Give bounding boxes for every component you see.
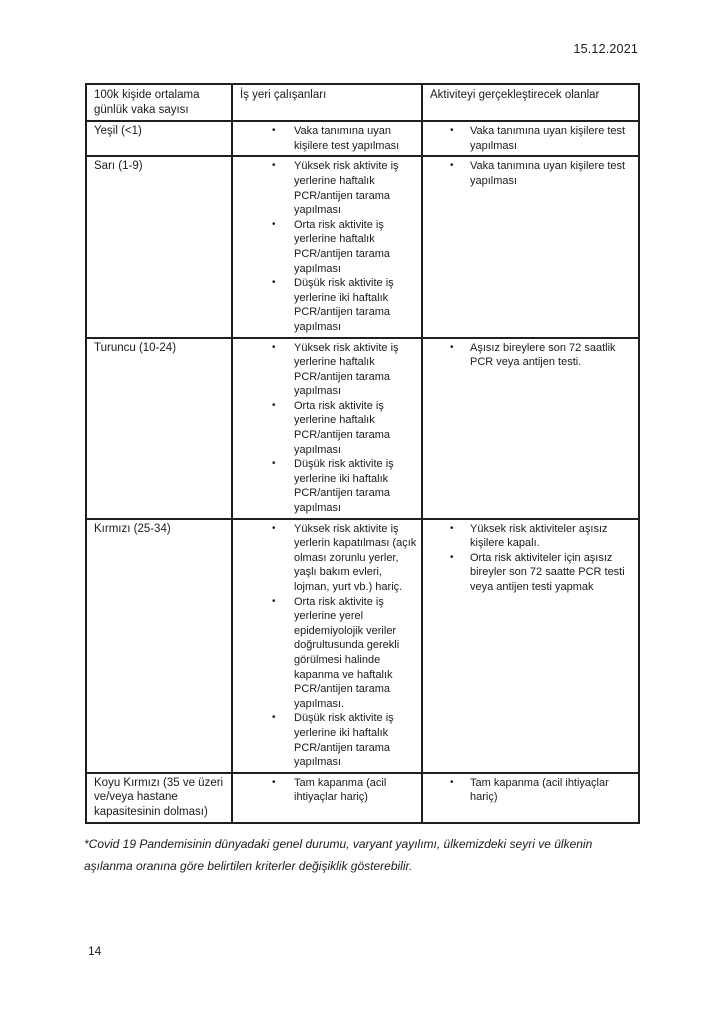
table-row — [86, 338, 639, 519]
activity-measures-cell — [422, 519, 639, 773]
page-number: 14 — [88, 944, 102, 958]
list-item — [233, 341, 419, 399]
bullet-icon: • — [272, 218, 276, 230]
activity-measures-cell — [422, 121, 639, 156]
table-row — [86, 121, 639, 156]
bullet-list — [233, 159, 419, 334]
risk-level-cell: Kırmızı (25-34) — [86, 519, 232, 773]
bullet-icon: • — [272, 712, 276, 724]
list-item — [233, 218, 419, 276]
list-item — [233, 399, 419, 457]
bullet-text: Yüksek risk aktivite iş yerlerin kapatılması (açık olması zorunlu yerler, yaşlı bakım evleri, lojman, yurt vb.) hariç. — [294, 522, 417, 593]
bullet-list — [233, 124, 419, 153]
workplace-measures-cell — [232, 338, 422, 519]
bullet-list — [233, 341, 419, 516]
bullet-text: Yüksek risk aktiviteler aşısız kişilere kapalı. — [470, 522, 608, 550]
bullet-text: Tam kapanma (acil ihtiyaçlar hariç) — [294, 776, 387, 804]
list-item — [233, 124, 419, 153]
bullet-icon: • — [272, 776, 276, 788]
risk-level-cell: Sarı (1-9) — [86, 156, 232, 337]
table-row — [86, 519, 639, 773]
list-item — [423, 124, 636, 153]
list-item — [233, 276, 419, 334]
risk-level-cell: Koyu Kırmızı (35 ve üzeri ve/veya hastane kapasitesinin dolması) — [86, 773, 232, 823]
bullet-icon: • — [450, 341, 454, 353]
activity-measures-cell — [422, 773, 639, 823]
bullet-text: Tam kapanma (acil ihtiyaçlar hariç) — [470, 776, 609, 804]
table-row — [86, 773, 639, 823]
bullet-icon: • — [272, 595, 276, 607]
bullet-text: Yüksek risk aktivite iş yerlerine haftalık PCR/antijen tarama yapılması — [294, 341, 399, 398]
bullet-list — [423, 776, 636, 805]
workplace-measures-cell — [232, 773, 422, 823]
column-header-workplace: İş yeri çalışanları — [232, 84, 422, 121]
workplace-measures-cell — [232, 519, 422, 773]
list-item — [233, 522, 419, 595]
bullet-icon: • — [272, 522, 276, 534]
bullet-list — [423, 159, 636, 188]
bullet-icon: • — [272, 399, 276, 411]
list-item — [423, 159, 636, 188]
list-item — [423, 341, 636, 370]
bullet-icon: • — [272, 160, 276, 172]
bullet-icon: • — [272, 125, 276, 137]
bullet-text: Orta risk aktivite iş yerlerine haftalık PCR/antijen tarama yapılması — [294, 218, 390, 275]
bullet-text: Orta risk aktiviteler için aşısız bireyler son 72 saatte PCR testi veya antijen testi yapmak — [470, 551, 625, 593]
bullet-text: Vaka tanımına uyan kişilere test yapılması — [470, 125, 626, 152]
bullet-icon: • — [450, 522, 454, 534]
bullet-icon: • — [272, 341, 276, 353]
column-header-case-count: 100k kişide ortalama günlük vaka sayısı — [86, 84, 232, 121]
bullet-text: Orta risk aktivite iş yerlerine yerel epidemiyolojik veriler doğrultusunda gerekli görülmesi halinde kapanma ve haftalık PCR/antijen tarama yapılması. — [294, 595, 400, 710]
list-item — [233, 776, 419, 805]
bullet-text: Yüksek risk aktivite iş yerlerine haftalık PCR/antijen tarama yapılması — [294, 160, 399, 217]
bullet-icon: • — [450, 776, 454, 788]
bullet-icon: • — [272, 458, 276, 470]
bullet-text: Orta risk aktivite iş yerlerine haftalık PCR/antijen tarama yapılması — [294, 399, 390, 456]
table-row — [86, 156, 639, 337]
list-item — [423, 776, 636, 805]
list-item — [233, 595, 419, 712]
workplace-measures-cell — [232, 121, 422, 156]
list-item — [233, 457, 419, 515]
risk-level-cell: Yeşil (<1) — [86, 121, 232, 156]
bullet-icon: • — [450, 160, 454, 172]
workplace-measures-cell — [232, 156, 422, 337]
list-item — [233, 711, 419, 769]
bullet-icon: • — [272, 277, 276, 289]
footnote: *Covid 19 Pandemisinin dünyadaki genel durumu, varyant yayılımı, ülkemizdeki seyri ve ülkenin aşılanma oranına göre belirtilen kriterler değişiklik gösterebilir. — [84, 837, 593, 873]
list-item — [423, 522, 636, 551]
column-header-activity: Aktiviteyi gerçekleştirecek olanlar — [422, 84, 639, 121]
document-date: 15.12.2021 — [573, 42, 638, 56]
bullet-icon: • — [450, 551, 454, 563]
risk-criteria-table — [85, 83, 640, 824]
bullet-icon: • — [450, 125, 454, 137]
activity-measures-cell — [422, 338, 639, 519]
list-item — [233, 159, 419, 217]
bullet-text: Vaka tanımına uyan kişilere test yapılması — [470, 160, 626, 187]
bullet-text: Aşısız bireylere son 72 saatlik PCR veya antijen testi. — [470, 341, 616, 369]
bullet-list — [423, 124, 636, 153]
bullet-list — [233, 776, 419, 805]
activity-measures-cell — [422, 156, 639, 337]
bullet-list — [423, 341, 636, 370]
bullet-text: Düşük risk aktivite iş yerlerine iki haftalık PCR/antijen tarama yapılması — [294, 712, 394, 769]
table-header-row — [86, 84, 639, 121]
bullet-text: Düşük risk aktivite iş yerlerine iki haftalık PCR/antijen tarama yapılması — [294, 277, 394, 333]
list-item — [423, 551, 636, 595]
bullet-text: Düşük risk aktivite iş yerlerine iki haftalık PCR/antijen tarama yapılması — [294, 458, 394, 515]
risk-level-cell: Turuncu (10-24) — [86, 338, 232, 519]
bullet-text: Vaka tanımına uyan kişilere test yapılması — [294, 125, 400, 152]
bullet-list — [423, 522, 636, 595]
bullet-list — [233, 522, 419, 770]
